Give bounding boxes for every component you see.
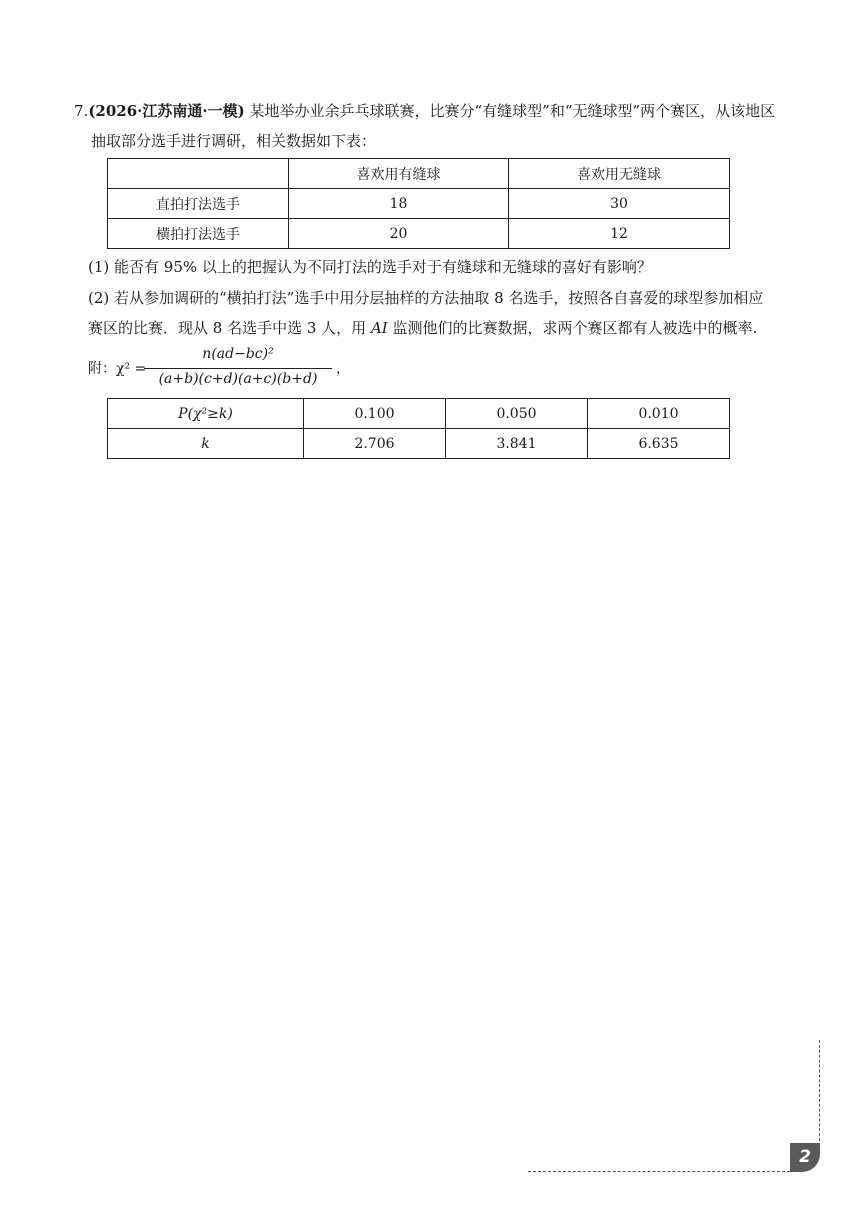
page-number: 2: [790, 1143, 820, 1172]
table-cell: 0.100: [304, 399, 446, 429]
table-row: [108, 219, 730, 249]
table-cell: 30: [509, 189, 730, 219]
fraction-bar: [144, 368, 332, 369]
survey-table: [107, 158, 730, 249]
table-cell: 18: [289, 189, 509, 219]
question-text-1: 某地举办业余乒乓球联赛，比赛分“有缝球型”和“无缝球型”两个赛区，从该地区: [249, 102, 776, 120]
chi-square-formula: [88, 343, 408, 393]
table-row: [108, 399, 730, 429]
table-header-cell: 喜欢用有缝球: [289, 159, 509, 189]
table-cell: 0.010: [588, 399, 730, 429]
question-line-1: [74, 101, 775, 121]
table-header-row: [108, 159, 730, 189]
row-label: k: [108, 429, 304, 459]
part-2-text-a: 赛区的比赛．现从 8 名选手中选 3 人，用: [88, 319, 371, 337]
corner-dashed-vertical: [819, 1040, 820, 1146]
table-cell: 0.050: [446, 399, 588, 429]
table-cell: 2.706: [304, 429, 446, 459]
question-text-2: 抽取部分选手进行调研，相关数据如下表：: [91, 132, 377, 150]
table-header-cell: [108, 159, 289, 189]
table-cell: 6.635: [588, 429, 730, 459]
question-source: (2026·江苏南通·一模): [88, 102, 245, 120]
row-label: 直拍打法选手: [108, 189, 289, 219]
row-label: 横拍打法选手: [108, 219, 289, 249]
table-cell: 3.841: [446, 429, 588, 459]
table-row: [108, 189, 730, 219]
part-2-text-b: 监测他们的比赛数据，求两个赛区都有人被选中的概率.: [387, 319, 758, 337]
question-number: 7.: [74, 102, 89, 120]
part-2-line-2: [88, 318, 757, 338]
formula-label: 附：χ² =: [88, 361, 147, 377]
row-label: P(χ²≥k): [108, 399, 304, 429]
table-header-cell: 喜欢用无缝球: [509, 159, 730, 189]
formula-trail: ，: [336, 361, 350, 377]
part-1: (1) 能否有 95% 以上的把握认为不同打法的选手对于有缝球和无缝球的喜好有影响？: [88, 258, 652, 276]
question-line-2: [91, 131, 376, 151]
table-cell: 12: [509, 219, 730, 249]
corner-dashed-horizontal: [528, 1171, 790, 1172]
formula-numerator: n(ad−bc)²: [202, 346, 274, 362]
formula-denominator: (a+b)(c+d)(a+c)(b+d): [158, 371, 318, 387]
ai-term: AI: [370, 319, 388, 337]
critical-value-table: [107, 398, 730, 459]
part-2-line-1: (2) 若从参加调研的“横拍打法”选手中用分层抽样的方法抽取 8 名选手，按照各自喜爱的球型参加相应: [88, 289, 764, 307]
table-row: [108, 429, 730, 459]
table-cell: 20: [289, 219, 509, 249]
